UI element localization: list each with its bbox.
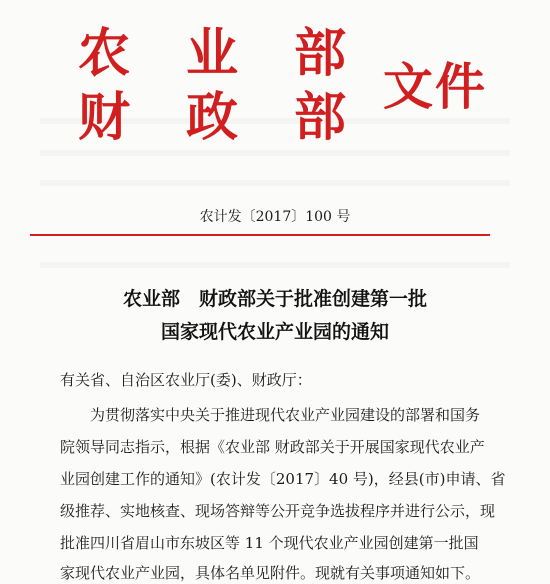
scan-bleed xyxy=(40,180,510,186)
body-line: 级推荐、实地核查、现场答辩等公开竞争选拔程序并进行公示，现 xyxy=(60,502,496,520)
scan-bleed xyxy=(40,262,510,268)
document-title-line-2: 国家现代农业产业园的通知 xyxy=(160,321,389,343)
body-line: 家现代农业产业园，具体名单见附件。现就有关事项通知如下。 xyxy=(60,564,481,582)
document-number: 农计发〔2017〕100 号 xyxy=(199,209,351,225)
body-line: 批准四川省眉山市东坡区等 11 个现代农业产业园创建第一批国 xyxy=(60,534,479,552)
issuing-organizations xyxy=(78,22,402,150)
org-char: 业 xyxy=(186,23,239,84)
org-char: 政 xyxy=(186,87,239,148)
org-char: 财 xyxy=(78,87,131,148)
org-line-finance xyxy=(78,86,402,150)
salutation: 有关省、自治区农业厅(委)、财政厅： xyxy=(60,371,312,389)
document-header xyxy=(78,22,498,162)
body-line: 为贯彻落实中央关于推进现代农业产业园建设的部署和国务 xyxy=(90,406,481,424)
org-char: 部 xyxy=(294,23,347,84)
body-line: 业园创建工作的通知》(农计发〔2017〕40 号)，经县(市)申请、省 xyxy=(60,470,506,488)
body-line: 院领导同志指示，根据《农业部 财政部关于开展国家现代农业产 xyxy=(60,438,485,456)
org-char: 农 xyxy=(78,23,131,84)
red-divider-line xyxy=(30,234,490,236)
org-char: 部 xyxy=(294,87,347,148)
org-line-agriculture xyxy=(78,22,402,86)
document-label: 文件 xyxy=(383,57,487,116)
document-title-line-1: 农业部 财政部关于批准创建第一批 xyxy=(122,288,427,310)
